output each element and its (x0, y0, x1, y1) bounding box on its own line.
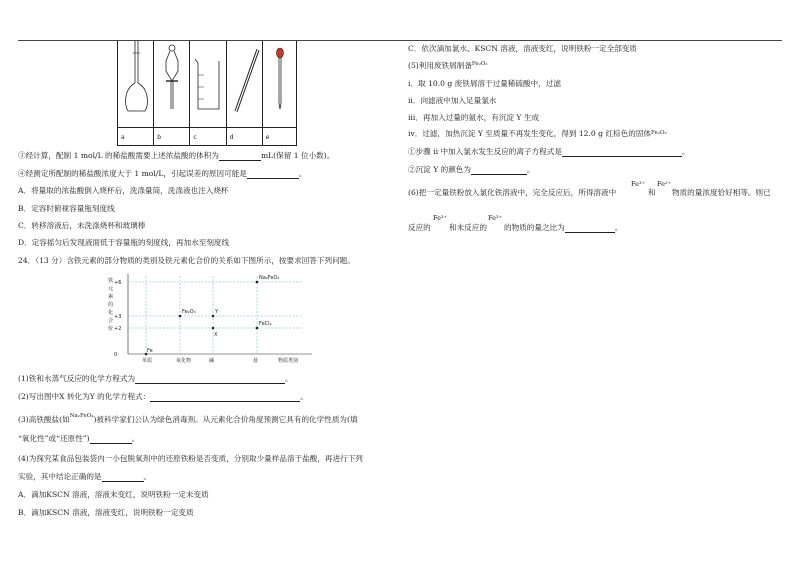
question-24-3: (3)高铁酸盐(如$^{Na_2FeO_4}$)被科学家们公认为绿色消毒剂。从元素化合价角度预测它具有的化学性质为(填 (18, 413, 358, 424)
question-3: ③经计算，配制 1 mol/L 的稀盐酸需要上述浓盐酸的体积为 mL(保留 1 位小数)。 (18, 151, 335, 160)
apparatus-cell-c (190, 41, 226, 145)
ion-fe3-unreacted: Fe³⁺ (488, 214, 503, 222)
formula-fe2o3: Fe₂O₃ (471, 61, 488, 67)
question-6-cont: 物质的量浓度恰好相等。则已 (672, 188, 771, 197)
y-tick-label: +3 (114, 314, 122, 320)
ion-fe3: Fe³⁺ (631, 180, 646, 188)
question-24-1: (1)铁和水蒸气反应的化学方程式为 。 (18, 374, 293, 383)
data-point-label: FeCl₂ (259, 321, 272, 327)
apparatus-label-e: e (265, 134, 270, 141)
answer-blank-q4[interactable] (247, 170, 299, 179)
ion-fe2: Fe²⁺ (657, 180, 672, 188)
step-3: ⅲ．再加入过量的氨水，有沉淀 Y 生成 (408, 113, 540, 122)
answer-blank-24-3[interactable] (90, 435, 132, 444)
answer-blank-s2[interactable] (471, 166, 527, 175)
formula-fe2o3-step4: Fe₂O₃ (651, 130, 667, 136)
question-6-line2: 反应的 (408, 223, 431, 232)
question-24-2: (2)写出图中X 转化为Y 的化学方程式： 。 (18, 392, 308, 401)
y-axis-label-char: 价 (108, 326, 114, 332)
option-c: C．转移溶液后，未洗涤烧杯和玻璃棒 (18, 221, 146, 230)
answer-blank-24-2[interactable] (150, 393, 300, 402)
data-point (256, 281, 259, 284)
question-6-line2-mid: 和未反应的 (449, 223, 487, 232)
y-tick-label: +6 (114, 280, 122, 286)
question-6: (6)把一定量铁粉放入氯化铁溶液中，完全反应后，所得溶液中 (408, 188, 617, 197)
y-axis-label-char: 元 (108, 286, 114, 292)
apparatus-cell-e (263, 41, 296, 145)
dropper-icon (263, 41, 297, 127)
y-axis-label-char: 合 (108, 318, 114, 324)
question-24-3-cont: “氧化性”或“还原性”) 。 (18, 434, 140, 443)
data-point (179, 315, 182, 318)
apparatus-label-a: a (121, 134, 125, 141)
step-2: ⅱ．向滤液中加入足量氯水 (408, 96, 497, 105)
question-5: (5)利用废铁屑制备$^{Fe_2O_3}$ (408, 61, 488, 70)
y-axis-label-char: 化 (108, 310, 114, 316)
glass-rod-icon (227, 41, 263, 127)
answer-blank-q3[interactable] (219, 152, 261, 161)
apparatus-label-c: c (193, 134, 197, 141)
question-24-4-option-b: B．滴加KSCN 溶液，溶液变红，说明铁粉一定变质 (18, 508, 194, 517)
apparatus-label-b: b (157, 134, 161, 141)
valence-chart (100, 272, 322, 364)
y-tick-label: 0 (114, 352, 118, 358)
data-point-label: Fe₂O₃ (182, 309, 196, 315)
sub-question-2: ②沉淀 Y 的颜色为 。 (408, 165, 535, 174)
apparatus-table (117, 41, 297, 146)
x-category-label: 盐 (253, 358, 259, 364)
data-point (212, 315, 215, 318)
apparatus-cell-a (118, 41, 154, 145)
separatory-funnel-icon (154, 41, 190, 127)
sub-question-1: ①步骤 ⅱ 中加入氯水发生反应的离子方程式是 。 (408, 147, 690, 156)
x-category-label: 氧化物 (176, 358, 192, 364)
answer-blank-24-4[interactable] (102, 473, 144, 482)
volumetric-flask-icon (118, 41, 154, 127)
apparatus-label-d: d (229, 134, 234, 141)
x-category-label: 碱 (209, 358, 215, 364)
option-b: B．定容时俯视容量瓶刻度线 (18, 204, 115, 213)
question-24-intro: 24．（13 分）含铁元素的部分物质的类别及铁元素化合价的关系如下图所示，按要求回答下列问题。 (18, 256, 355, 265)
apparatus-cell-b (154, 41, 190, 145)
apparatus-cell-d (227, 41, 263, 145)
x-axis-label: 物质类别 (278, 358, 299, 364)
ion-fe3-reacted: Fe³⁺ (433, 214, 448, 222)
option-c-right: C．依次滴加氯水、KSCN 溶液，溶液变红，说明铁粉一定全部变质 (408, 44, 637, 53)
data-point-label: X (214, 332, 218, 338)
formula-na2feo4: Na₂FeO₄ (69, 413, 94, 419)
data-point-label: Na₂FeO₄ (259, 275, 280, 281)
option-a: A．将量取的浓盐酸倒入烧杯后，洗涤量筒，洗涤液也注入烧杯 (18, 186, 229, 195)
y-axis-label-char: 铁 (108, 278, 114, 284)
question-6-and: 和 (648, 188, 656, 197)
answer-blank-q6[interactable] (565, 224, 615, 233)
question-6-line2-end: 的物质的量之比为 。 (504, 223, 623, 232)
y-tick-label: +2 (114, 326, 122, 332)
y-axis-label-char: 素 (108, 294, 114, 300)
data-point (212, 327, 215, 330)
question-24-4-option-a: A．滴加KSCN 溶液，溶液未变红，说明铁粉一定未变质 (18, 490, 209, 499)
answer-blank-s1[interactable] (562, 148, 682, 157)
x-category-label: 单质 (142, 358, 153, 364)
question-24-4: (4)为探究某食品包装袋内一小包脱氧剂中的还原铁粉是否变质，分别取少量样品溶于盐酸，再进行下列 (18, 454, 363, 463)
data-point-label: Fe (147, 348, 153, 354)
question-4: ④经测定所配制的稀盐酸浓度大于 1 mol/L，引起误差的原因可能是 。 (18, 169, 307, 178)
step-1: ⅰ．取 10.0 g 废铁屑溶于过量稀硫酸中，过滤 (408, 79, 561, 88)
option-d: D．定容摇匀后发现液面低于容量瓶的刻度线，再加水至刻度线 (18, 238, 230, 247)
data-point-label: Y (215, 309, 219, 315)
beaker-icon (190, 41, 226, 127)
data-point (256, 327, 259, 330)
question-24-4-cont: 实验，其中结论正确的是 。 (18, 472, 152, 481)
answer-blank-24-1[interactable] (135, 375, 285, 384)
y-axis-label-char: 的 (108, 302, 114, 308)
step-4: ⅳ．过滤，加热沉淀 Y 至质量不再发生变化，得到 12.0 g 红棕色的固体$^{Fe_2O_3}$ (408, 129, 667, 138)
